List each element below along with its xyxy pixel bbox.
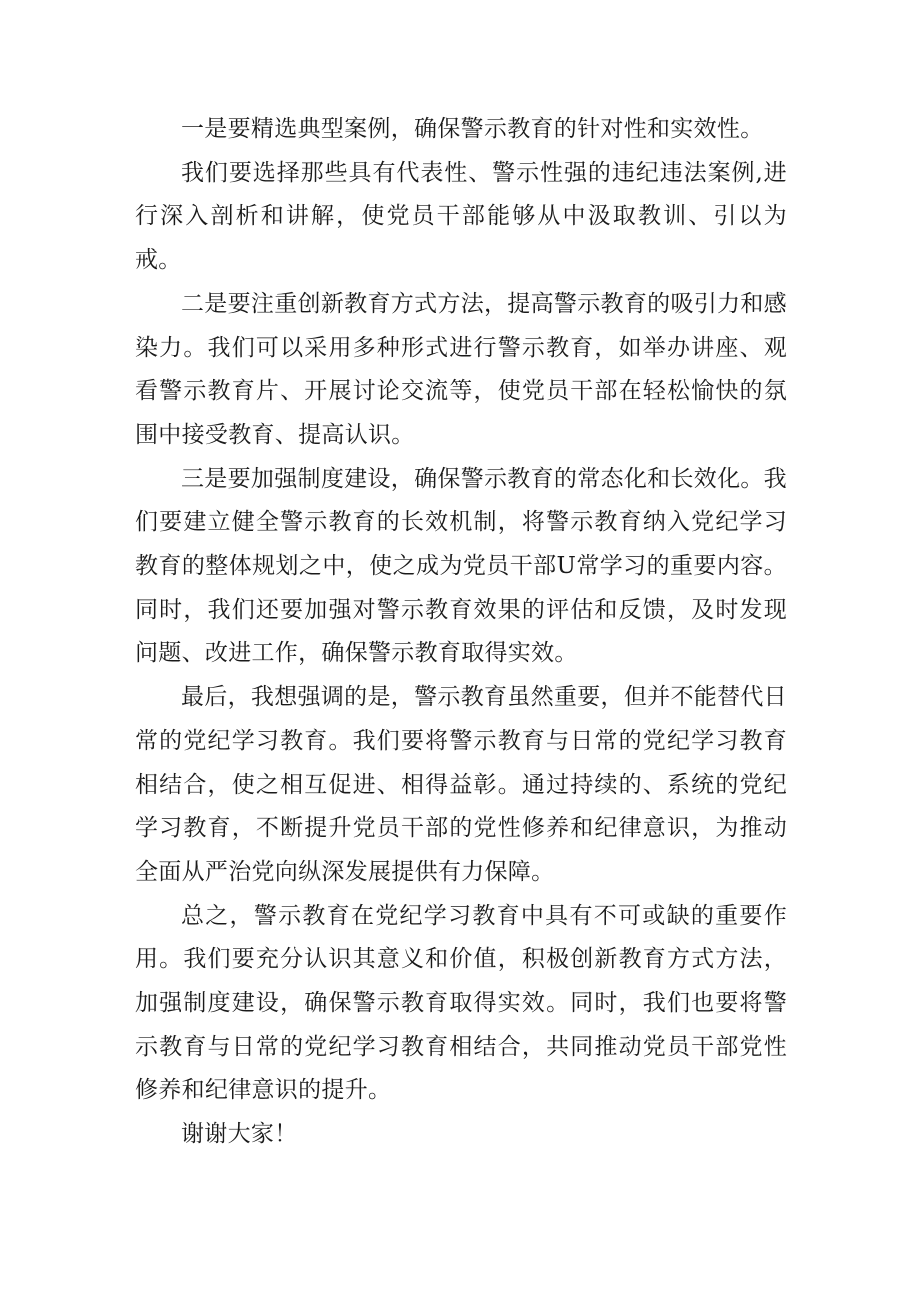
paragraph-1: 一是要精选典型案例，确保警示教育的针对性和实效性。 xyxy=(181,116,764,142)
paragraph-closing: 谢谢大家！ xyxy=(181,1121,298,1148)
paragraph-2: 我们要选择那些具有代表性、警示性强的违纪违法案例,进行深入剖析和讲解，使党员干部能够从中汲取教训、引以为戒。 xyxy=(135,159,787,274)
paragraph-4: 三是要加强制度建设，确保警示教育的常态化和长效化。我们要建立健全警示教育的长效机制，将警示教育纳入党纪学习教育的整体规划之中，使之成为党员干部U常学习的重要内容。同时，我们还要加强对警示教育效果的评估和反馈，及时发现问题、改进工作，确保警示教育取得实效。 xyxy=(135,465,787,667)
paragraph-5: 最后，我想强调的是，警示教育虽然重要，但并不能替代日常的党纪学习教育。我们要将警示教育与日常的党纪学习教育相结合，使之相互促进、相得益彰。通过持续的、系统的党纪学习教育，不断提升党员干部的党性修养和纪律意识，为推动全面从严治党向纵深发展提供有力保障。 xyxy=(135,684,787,885)
paragraph-6: 总之，警示教育在党纪学习教育中具有不可或缺的重要作用。我们要充分认识其意义和价值，积极创新教育方式方法，加强制度建设，确保警示教育取得实效。同时，我们也要将警示教育与日常的党纪学习教育相结合，共同推动党员干部党性修养和纪律意识的提升。 xyxy=(135,902,787,1104)
paragraph-3: 二是要注重创新教育方式方法，提高警示教育的吸引力和感染力。我们可以采用多种形式进行警示教育，如举办讲座、观看警示教育片、开展讨论交流等，使党员干部在轻松愉快的氛围中接受教育、提高认识。 xyxy=(135,290,787,448)
document-body xyxy=(135,108,787,1157)
